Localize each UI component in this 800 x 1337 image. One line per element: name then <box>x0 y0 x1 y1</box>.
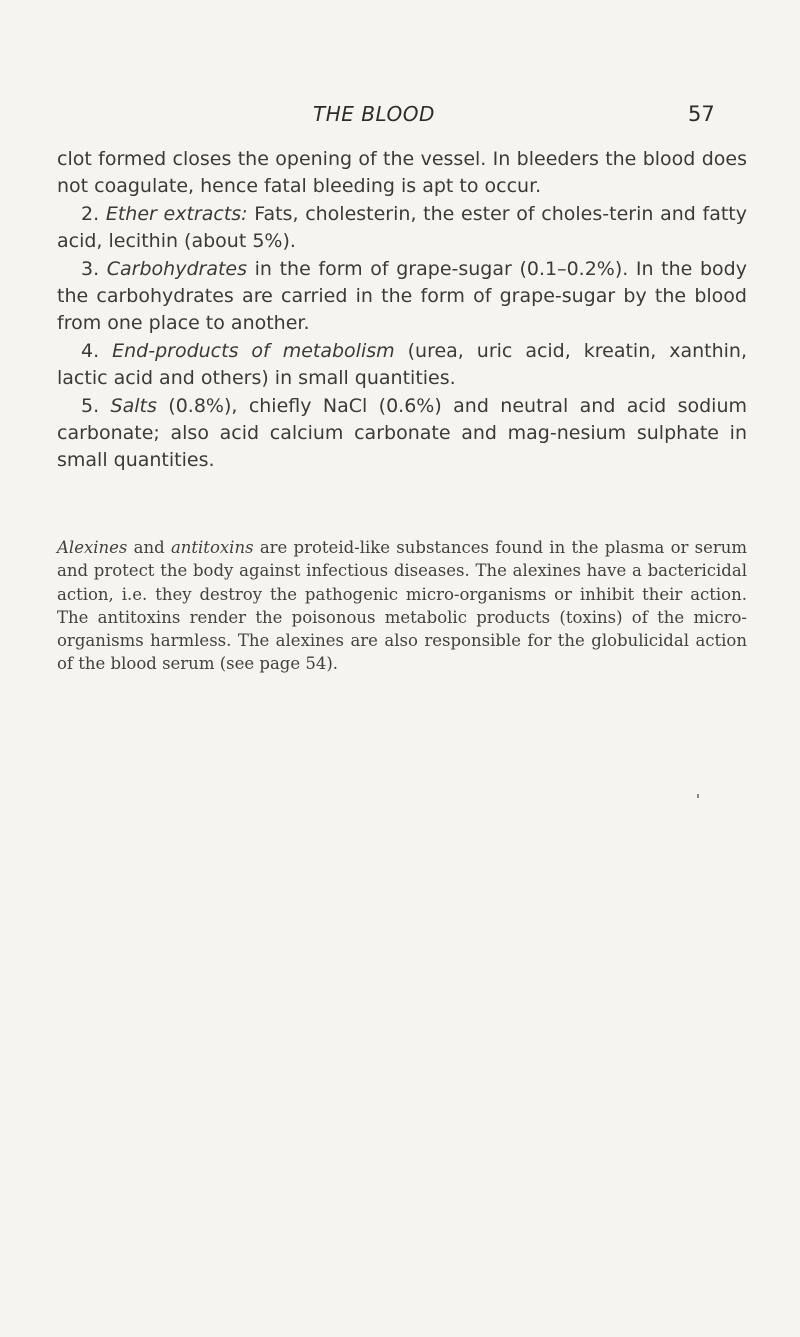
item-term: Ether extracts: <box>105 202 248 225</box>
note-paragraph <box>57 536 747 676</box>
item-text: (0.8%), chiefly NaCl (0.6%) and neutral and acid sodium carbonate; also acid calcium carbonate and mag-nesium sulphate in small quantities. <box>57 394 748 472</box>
note-term-alexines: Alexines <box>57 538 128 557</box>
list-item-end-products <box>57 338 747 393</box>
item-term: End-products of metabolism <box>112 339 395 362</box>
paragraph-clot: clot formed closes the opening of the vessel. In bleeders the blood does not coagulate, hence fatal bleeding is apt to occur. <box>57 148 747 198</box>
item-text: Fats, cholesterin, the ester of choles-terin and fatty acid, lecithin (about 5%). <box>57 202 747 253</box>
list-item-salts <box>57 393 747 475</box>
item-number: 2. <box>81 202 100 225</box>
item-term: Carbohydrates <box>106 257 248 280</box>
item-term: Salts <box>110 394 157 417</box>
item-text: (urea, uric acid, kreatin, xanthin, lactic acid and others) in small quantities. <box>57 339 748 390</box>
page-header <box>0 102 800 132</box>
note-joiner: and <box>133 538 165 557</box>
page-number: 57 <box>688 102 715 126</box>
note-term-antitoxins: antitoxins <box>170 538 254 557</box>
list-item-carbohydrates <box>57 256 747 338</box>
print-speck <box>697 794 699 798</box>
running-head: THE BLOOD <box>313 102 435 126</box>
item-number: 4. <box>81 339 100 362</box>
item-number: 5. <box>81 394 100 417</box>
note-block <box>57 536 747 676</box>
main-text <box>57 146 747 475</box>
list-item-ether-extracts <box>57 201 747 256</box>
note-text: are proteid-like substances found in the plasma or serum and protect the body against infectious diseases. The alexines have a bactericidal action, i.e. they destroy the pathogenic micro-organisms or inhibit their action. The antitoxins render the poisonous metabolic products (toxins) of the micro-organisms harmless. The alexines are also responsible for the globulicidal action of the blood serum (see page 54). <box>57 538 748 674</box>
item-number: 3. <box>81 257 100 280</box>
item-text: in the form of grape-sugar (0.1–0.2%). In the body the carbohydrates are carried in the form of grape-sugar by the blood from one place to another. <box>57 257 747 335</box>
